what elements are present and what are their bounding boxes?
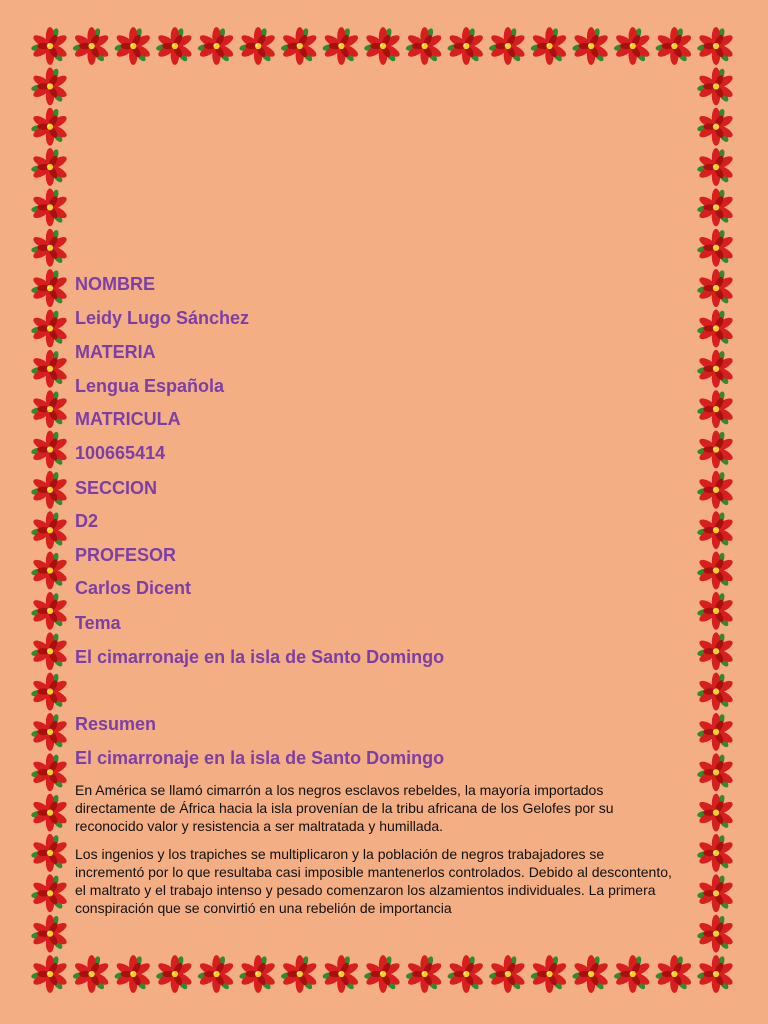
poinsettia-flower-icon: [697, 673, 735, 711]
poinsettia-flower-icon: [697, 67, 735, 105]
poinsettia-flower-icon: [31, 431, 69, 469]
summary-paragraph: Los ingenios y los trapiches se multiplicaron y la población de negros trabajadores se incrementó por lo que resultaba casi imposible mantenerlos controlados. Debido al descontento, el maltrato y el trabajo intenso y pesado comenzaron los alzamientos individuales. La primera conspiración que se convirtió en una rebelión de importancia: [75, 846, 672, 916]
poinsettia-flower-icon: [489, 27, 527, 65]
poinsettia-flower-icon: [655, 955, 693, 993]
tema-label: Tema: [75, 613, 121, 633]
poinsettia-flower-icon: [31, 350, 69, 388]
poinsettia-flower-icon: [697, 229, 735, 267]
poinsettia-flower-icon: [697, 188, 735, 226]
poinsettia-flower-icon: [31, 915, 69, 953]
summary-heading: Resumen: [75, 714, 157, 734]
poinsettia-flower-icon: [72, 955, 110, 993]
poinsettia-flower-icon: [364, 27, 402, 65]
poinsettia-flower-icon: [31, 673, 69, 711]
poinsettia-flower-icon: [31, 148, 69, 186]
poinsettia-flower-icon: [31, 229, 69, 267]
poinsettia-flower-icon: [239, 27, 277, 65]
summary-paragraph: En América se llamó cimarrón a los negros esclavos rebeldes, la mayoría importados directamente de África hacia la isla provenían de la tribu africana de los Gelofes por su reconocido valor y resistencia a ser maltratada y humillada.: [75, 782, 614, 834]
poinsettia-flower-icon: [697, 592, 735, 630]
poinsettia-flower-icon: [697, 632, 735, 670]
profesor-value: Carlos Dicent: [75, 578, 192, 598]
poinsettia-flower-icon: [197, 955, 235, 993]
poinsettia-flower-icon: [697, 874, 735, 912]
matricula-label: MATRICULA: [75, 409, 181, 429]
poinsettia-flower-icon: [697, 108, 735, 146]
poinsettia-flower-icon: [697, 713, 735, 751]
profesor-label: PROFESOR: [75, 545, 177, 565]
poinsettia-flower-icon: [31, 108, 69, 146]
poinsettia-flower-icon: [697, 471, 735, 509]
tema-value: El cimarronaje en la isla de Santo Domingo: [75, 647, 445, 667]
nombre-value: Leidy Lugo Sánchez: [75, 308, 250, 328]
summary-title: El cimarronaje en la isla de Santo Domingo: [75, 748, 445, 768]
poinsettia-flower-icon: [197, 27, 235, 65]
poinsettia-flower-icon: [697, 148, 735, 186]
poinsettia-flower-icon: [31, 834, 69, 872]
poinsettia-flower-icon: [72, 27, 110, 65]
poinsettia-flower-icon: [114, 27, 152, 65]
poinsettia-flower-icon: [31, 874, 69, 912]
poinsettia-flower-icon: [31, 632, 69, 670]
nombre-label: NOMBRE: [75, 274, 155, 294]
poinsettia-flower-icon: [697, 27, 735, 65]
poinsettia-flower-icon: [31, 27, 69, 65]
poinsettia-flower-icon: [697, 552, 735, 590]
poinsettia-flower-icon: [156, 27, 194, 65]
poinsettia-flower-icon: [322, 27, 360, 65]
poinsettia-flower-icon: [697, 350, 735, 388]
poinsettia-flower-icon: [447, 955, 485, 993]
poinsettia-flower-icon: [31, 592, 69, 630]
poinsettia-flower-icon: [405, 955, 443, 993]
poinsettia-flower-icon: [697, 955, 735, 993]
poinsettia-flower-icon: [281, 955, 319, 993]
poinsettia-flower-icon: [572, 27, 610, 65]
poinsettia-flower-icon: [31, 390, 69, 428]
poinsettia-flower-icon: [697, 390, 735, 428]
poinsettia-flower-icon: [447, 27, 485, 65]
poinsettia-flower-icon: [489, 955, 527, 993]
poinsettia-flower-icon: [114, 955, 152, 993]
poinsettia-flower-icon: [31, 955, 69, 993]
poinsettia-flower-icon: [697, 269, 735, 307]
poinsettia-flower-icon: [697, 753, 735, 791]
poinsettia-flower-icon: [31, 67, 69, 105]
poinsettia-flower-icon: [572, 955, 610, 993]
seccion-value: D2: [75, 511, 99, 531]
poinsettia-flower-icon: [697, 310, 735, 348]
poinsettia-flower-icon: [31, 552, 69, 590]
poinsettia-flower-icon: [31, 269, 69, 307]
poinsettia-flower-icon: [614, 955, 652, 993]
poinsettia-flower-icon: [697, 794, 735, 832]
materia-label: MATERIA: [75, 342, 156, 362]
poinsettia-flower-icon: [281, 27, 319, 65]
poinsettia-flower-icon: [697, 431, 735, 469]
poinsettia-flower-icon: [697, 915, 735, 953]
poinsettia-flower-icon: [405, 27, 443, 65]
poinsettia-flower-icon: [31, 511, 69, 549]
poinsettia-flower-icon: [322, 955, 360, 993]
poinsettia-flower-icon: [614, 27, 652, 65]
matricula-value: 100665414: [75, 443, 166, 463]
materia-value: Lengua Española: [75, 376, 225, 396]
poinsettia-flower-icon: [31, 753, 69, 791]
poinsettia-flower-icon: [364, 955, 402, 993]
poinsettia-flower-icon: [697, 511, 735, 549]
poinsettia-flower-icon: [31, 188, 69, 226]
poinsettia-flower-icon: [530, 955, 568, 993]
poinsettia-flower-icon: [697, 834, 735, 872]
seccion-label: SECCION: [75, 478, 158, 498]
poinsettia-flower-icon: [156, 955, 194, 993]
poinsettia-flower-icon: [31, 794, 69, 832]
poinsettia-flower-icon: [31, 713, 69, 751]
poinsettia-flower-icon: [31, 310, 69, 348]
poinsettia-flower-icon: [530, 27, 568, 65]
poinsettia-flower-icon: [655, 27, 693, 65]
poinsettia-flower-icon: [239, 955, 277, 993]
poinsettia-flower-icon: [31, 471, 69, 509]
